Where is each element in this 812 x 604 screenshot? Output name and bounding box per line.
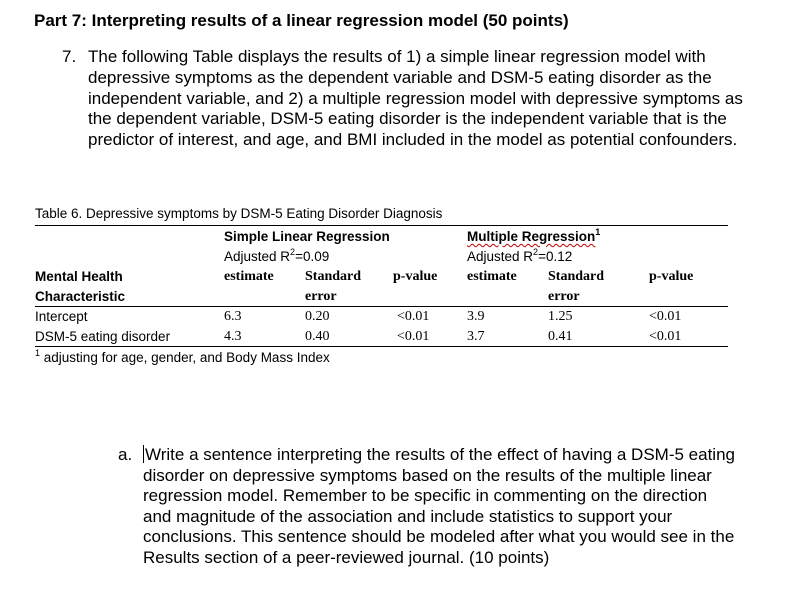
subquestion-a	[118, 445, 738, 568]
simple-pvalue: <0.01	[397, 329, 430, 344]
row-label: Intercept	[35, 309, 88, 324]
col-header-simple-estimate: estimate	[224, 269, 274, 284]
simple-se: 0.20	[305, 309, 330, 324]
part-title: Part 7: Interpreting results of a linear regression model (50 points)	[34, 11, 569, 30]
col-header-multiple-pvalue: p-value	[649, 269, 694, 284]
simple-r2-value: =0.09	[295, 249, 330, 264]
multiple-model-footnote-marker: 1	[595, 227, 601, 237]
multiple-estimate: 3.9	[467, 309, 485, 324]
subquestion-body[interactable]	[143, 445, 738, 568]
simple-model-r2	[224, 249, 329, 265]
subquestion-text: Write a sentence interpreting the results of the effect of having a DSM-5 eating disorder on depressive symptoms based on the results of the multiple linear regression model. Remember to be specific in commenting on the direction and magnitude of the association and include statistics to support your conclusions. This sentence should be modeled after what you would see in the Results section of a peer-reviewed journal. (10 points)	[143, 445, 735, 567]
table-footnote	[35, 350, 330, 366]
multiple-model-title-text: Multiple Regression	[467, 229, 596, 244]
table-caption: Table 6. Depressive symptoms by DSM-5 Eating Disorder Diagnosis	[35, 206, 443, 221]
multiple-model-title	[467, 229, 600, 245]
table-bottom-rule	[35, 346, 728, 347]
multiple-r2-sup: 2	[533, 247, 539, 257]
col-header-multiple-se-line1: Standard	[548, 269, 605, 284]
subquestion-label: a.	[118, 445, 133, 464]
simple-estimate: 4.3	[224, 329, 242, 344]
simple-pvalue: <0.01	[397, 309, 430, 324]
footnote-text: adjusting for age, gender, and Body Mass Index	[43, 350, 330, 365]
multiple-pvalue: <0.01	[649, 329, 682, 344]
col-header-multiple-estimate: estimate	[467, 269, 517, 284]
col-header-simple-se-line2: error	[305, 289, 337, 304]
multiple-r2-value: =0.12	[538, 249, 573, 264]
multiple-se: 1.25	[548, 309, 573, 324]
multiple-estimate: 3.7	[467, 329, 485, 344]
col-header-simple-pvalue: p-value	[393, 269, 438, 284]
col-header-multiple-se-line2: error	[548, 289, 580, 304]
multiple-pvalue: <0.01	[649, 309, 682, 324]
row-header-line1: Mental Health	[35, 269, 123, 284]
row-header-line2: Characteristic	[35, 289, 126, 304]
simple-r2-sup: 2	[290, 247, 296, 257]
simple-r2-label: Adjusted R	[224, 249, 291, 264]
simple-estimate: 6.3	[224, 309, 242, 324]
simple-model-title: Simple Linear Regression	[224, 229, 390, 244]
multiple-se: 0.41	[548, 329, 573, 344]
multiple-r2-label: Adjusted R	[467, 249, 534, 264]
col-header-simple-se-line1: Standard	[305, 269, 362, 284]
question-7	[62, 47, 752, 151]
question-text: The following Table displays the results of 1) a simple linear regression model with depressive symptoms as the dependent variable and DSM-5 eating disorder as the independent variable, and 2) a multiple regression model with depressive symptoms as the dependent variable, DSM-5 eating disorder is the independent variable that is the predictor of interest, and age, and BMI included in the model as potential confounders.	[88, 47, 743, 150]
text-cursor	[143, 445, 144, 463]
table-header-rule	[35, 306, 728, 307]
table-top-rule	[35, 225, 728, 226]
row-label: DSM-5 eating disorder	[35, 329, 171, 344]
multiple-model-r2	[467, 249, 572, 265]
footnote-marker: 1	[35, 348, 41, 358]
simple-se: 0.40	[305, 329, 330, 344]
question-number: 7.	[62, 47, 77, 66]
